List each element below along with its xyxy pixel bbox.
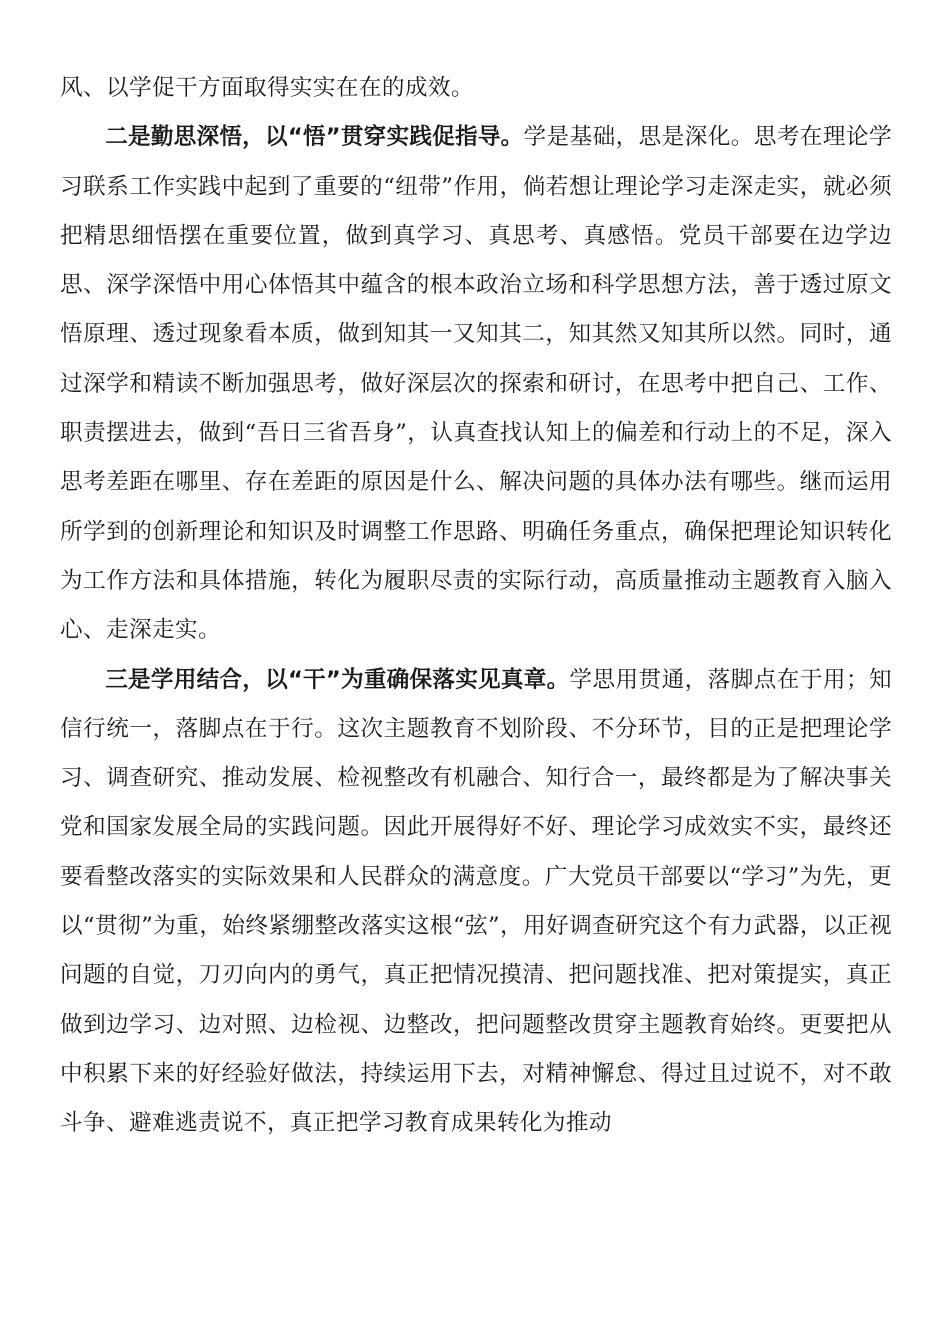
paragraph-3 — [60, 656, 892, 1149]
paragraph-3-heading: 三是学用结合，以“干”为重确保落实见真章。 — [105, 666, 570, 693]
document-page — [60, 64, 892, 1149]
paragraph-3-body: 学思用贯通，落脚点在于用；知信行统一，落脚点在于行。这次主题教育不划阶段、不分环节，目的正是把理论学习、调查研究、推动发展、检视整改有机融合、知行合一，最终都是为了解决事关党和国家发展全局的实践问题。因此开展得好不好、理论学习成效实不实，最终还要看整改落实的实际效果和人民群众的满意度。广大党员干部要以“学习”为先，更以“贯彻”为重，始终紧绷整改落实这根“弦”，用好调查研究这个有力武器，以正视问题的自觉，刀刃向内的勇气，真正把情况摸清、把问题找准、把对策提实，真正做到边学习、边对照、边检视、边整改，把问题整改贯穿主题教育始终。更要把从中积累下来的好经验好做法，持续运用下去，对精神懈怠、得过且过说不，对不敢斗争、避难逃责说不，真正把学习教育成果转化为推动 — [60, 666, 892, 1137]
paragraph-2-body: 学是基础，思是深化。思考在理论学习联系工作实践中起到了重要的“纽带”作用，倘若想让理论学习走深走实，就必须把精思细悟摆在重要位置，做到真学习、真思考、真感悟。党员干部要在边学边思、深学深悟中用心体悟其中蕴含的根本政治立场和科学思想方法，善于透过原文悟原理、透过现象看本质，做到知其一又知其二，知其然又知其所以然。同时，通过深学和精读不断加强思考，做好深层次的探索和研讨，在思考中把自己、工作、职责摆进去，做到“吾日三省吾身”，认真查找认知上的偏差和行动上的不足，深入思考差距在哪里、存在差距的原因是什么、解决问题的具体办法有哪些。继而运用所学到的创新理论和知识及时调整工作思路、明确任务重点，确保把理论知识转化为工作方法和具体措施，转化为履职尽责的实际行动，高质量推动主题教育入脑入心、走深走实。 — [60, 124, 892, 644]
paragraph-2-heading: 二是勤思深悟，以“悟”贯穿实践促指导。 — [105, 124, 524, 151]
continuation-text: 风、以学促干方面取得实实在在的成效。 — [60, 75, 474, 101]
paragraph-2 — [60, 113, 892, 655]
